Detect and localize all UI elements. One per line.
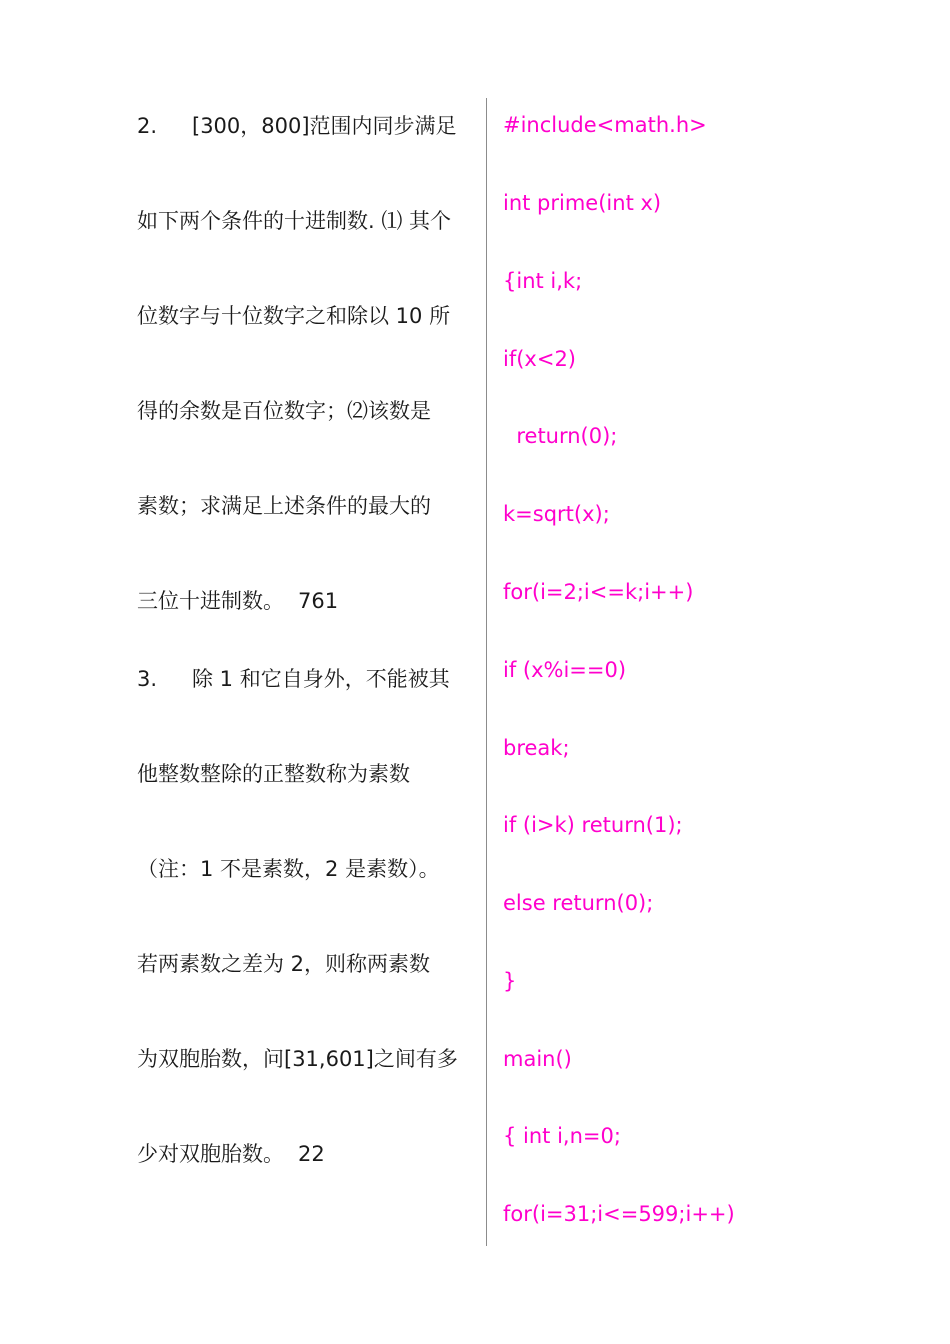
code-line: if (i>k) return(1);: [503, 813, 683, 837]
code-line: else return(0);: [503, 891, 654, 915]
column-divider: [486, 98, 487, 1246]
problem-3-first-line: 3. 除 1 和它自身外，不能被其: [137, 667, 450, 691]
code-line: if(x<2): [503, 347, 576, 371]
code-line: {int i,k;: [503, 269, 583, 293]
problem-2-line: 如下两个条件的十进制数. ⑴ 其个: [137, 209, 452, 233]
code-line: if (x%i==0): [503, 658, 627, 682]
problem-2-line: 素数；求满足上述条件的最大的: [137, 494, 431, 518]
code-line: main(): [503, 1047, 572, 1071]
problem-3-line: （注：1 不是素数，2 是素数）。: [137, 857, 440, 881]
code-line: return(0);: [503, 424, 618, 448]
code-line: for(i=2;i<=k;i++): [503, 580, 694, 604]
problem-2-line: 位数字与十位数字之和除以 10 所: [137, 304, 451, 328]
code-line: k=sqrt(x);: [503, 502, 610, 526]
problem-3-number: 3.: [137, 667, 158, 691]
problem-3-line: 若两素数之差为 2，则称两素数: [137, 952, 431, 976]
problem-3-answer: 22: [298, 1142, 325, 1166]
problem-2-answer: 761: [298, 589, 339, 613]
code-line: int prime(int x): [503, 191, 662, 215]
problem-3-line: 为双胞胎数，问[31,601]之间有多: [137, 1047, 458, 1071]
problem-2-number: 2.: [137, 114, 158, 138]
problem-2-first-line: 2. [300，800]范围内同步满足: [137, 114, 457, 138]
code-line: for(i=31;i<=599;i++): [503, 1202, 735, 1226]
problem-3-line: 他整数整除的正整数称为素数: [137, 762, 410, 786]
code-line: break;: [503, 736, 570, 760]
problem-3-last-line: 少对双胞胎数。 22: [137, 1142, 325, 1166]
code-line: }: [503, 969, 517, 993]
problem-2-line: 得的余数是百位数字；⑵该数是: [137, 399, 431, 423]
code-line: { int i,n=0;: [503, 1124, 621, 1148]
code-line: #include<math.h>: [503, 113, 707, 137]
problem-2-last-line: 三位十进制数。 761: [137, 589, 339, 613]
